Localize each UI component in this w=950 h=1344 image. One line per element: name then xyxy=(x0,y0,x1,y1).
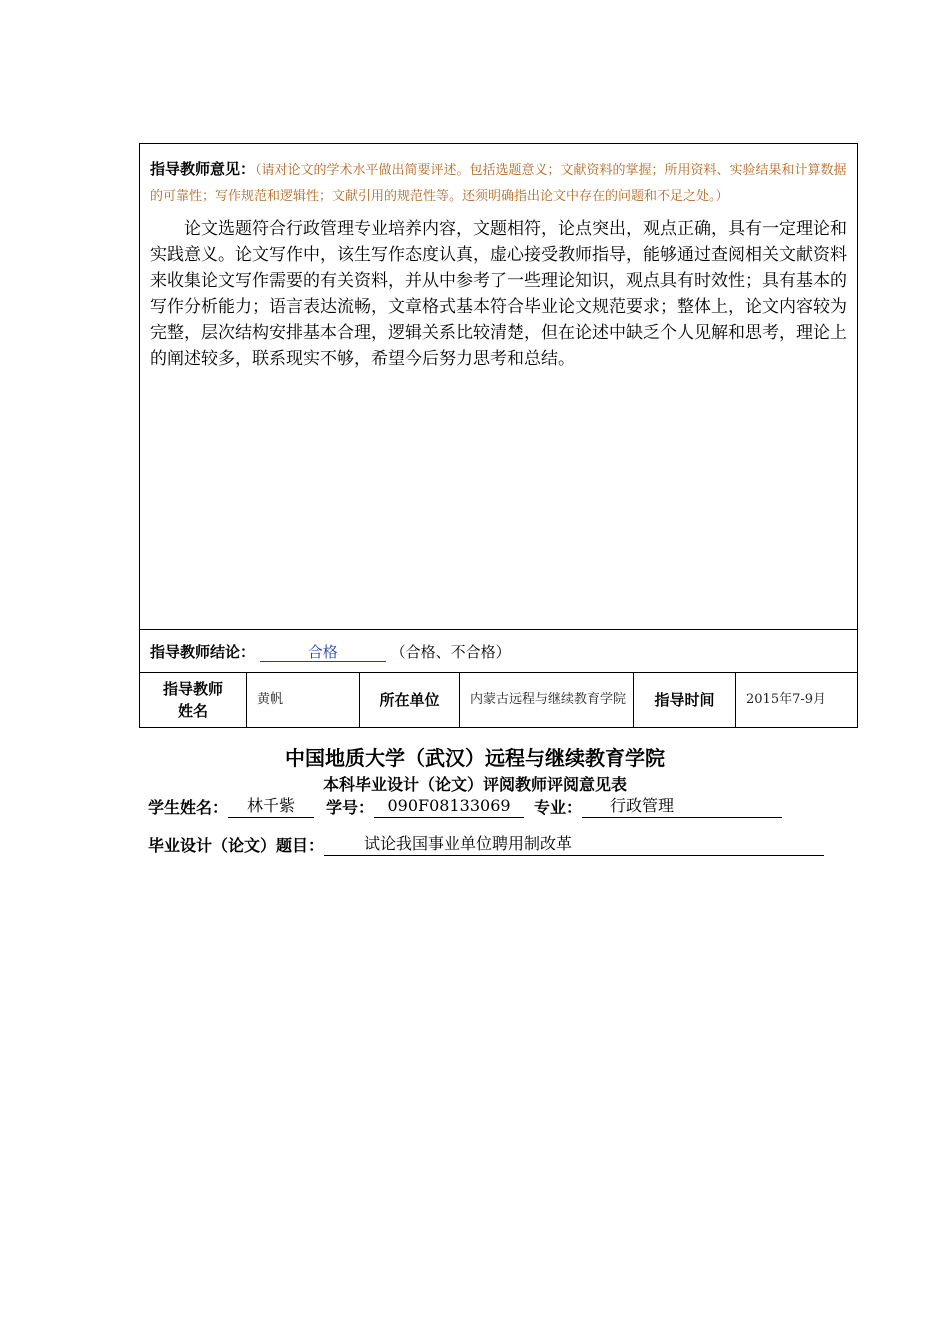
advisor-opinion-cell xyxy=(140,144,858,630)
advisor-name-label: 指导教师姓名 xyxy=(140,673,247,728)
student-name: 林千紫 xyxy=(228,796,314,818)
institution-title: 中国地质大学（武汉）远程与继续教育学院 xyxy=(285,746,665,770)
unit-label: 所在单位 xyxy=(360,673,460,728)
conclusion-options: （合格、不合格） xyxy=(390,642,511,661)
time-label: 指导时间 xyxy=(634,673,736,728)
form-title: 本科毕业设计（论文）评阅教师评阅意见表 xyxy=(322,775,627,794)
opinion-header xyxy=(150,156,847,210)
major-label: 专业： xyxy=(534,798,583,817)
advisor-name: 黄帆 xyxy=(247,673,360,728)
student-id: 090F08133069 xyxy=(374,796,524,818)
thesis-title: 试论我国事业单位聘用制改革 xyxy=(324,834,824,856)
thesis-title-line xyxy=(148,833,824,856)
advisor-review-table xyxy=(139,143,858,728)
conclusion-cell xyxy=(140,630,858,673)
opinion-text: 论文选题符合行政管理专业培养内容，文题相符，论点突出，观点正确，具有一定理论和实践意义。论文写作中，该生写作态度认真，虚心接受教师指导，能够通过查阅相关文献资料来收集论文写作需要的有关资料，并从中参考了一些理论知识，观点具有时效性；具有基本的写作分析能力；语言表达流畅，文章格式基本符合毕业论文规范要求；整体上，论文内容较为完整，层次结构安排基本合理，逻辑关系比较清楚，但在论述中缺乏个人见解和思考，理论上的阐述较多，联系现实不够，希望今后努力思考和总结。 xyxy=(150,219,848,369)
opinion-hint: （请对论文的学术水平做出简要评述。包括选题意义；文献资料的掌握；所用资料、实验结果和计算数据的可靠性；写作规范和逻辑性；文献引用的规范性等。还须明确指出论文中存在的问题和不足之处。） xyxy=(150,163,847,204)
time-value: 2015年7-9月 xyxy=(736,673,858,728)
student-name-label: 学生姓名： xyxy=(148,798,229,817)
student-info-line xyxy=(148,795,782,818)
conclusion-value: 合格 xyxy=(260,643,386,662)
advisor-info-row xyxy=(140,673,858,728)
conclusion-label: 指导教师结论： xyxy=(150,642,256,661)
thesis-title-label: 毕业设计（论文）题目： xyxy=(148,836,325,855)
student-id-label: 学号： xyxy=(326,798,375,817)
opinion-label: 指导教师意见： xyxy=(150,160,256,178)
unit-value: 内蒙古远程与继续教育学院 xyxy=(460,673,634,728)
major-value: 行政管理 xyxy=(582,796,782,818)
